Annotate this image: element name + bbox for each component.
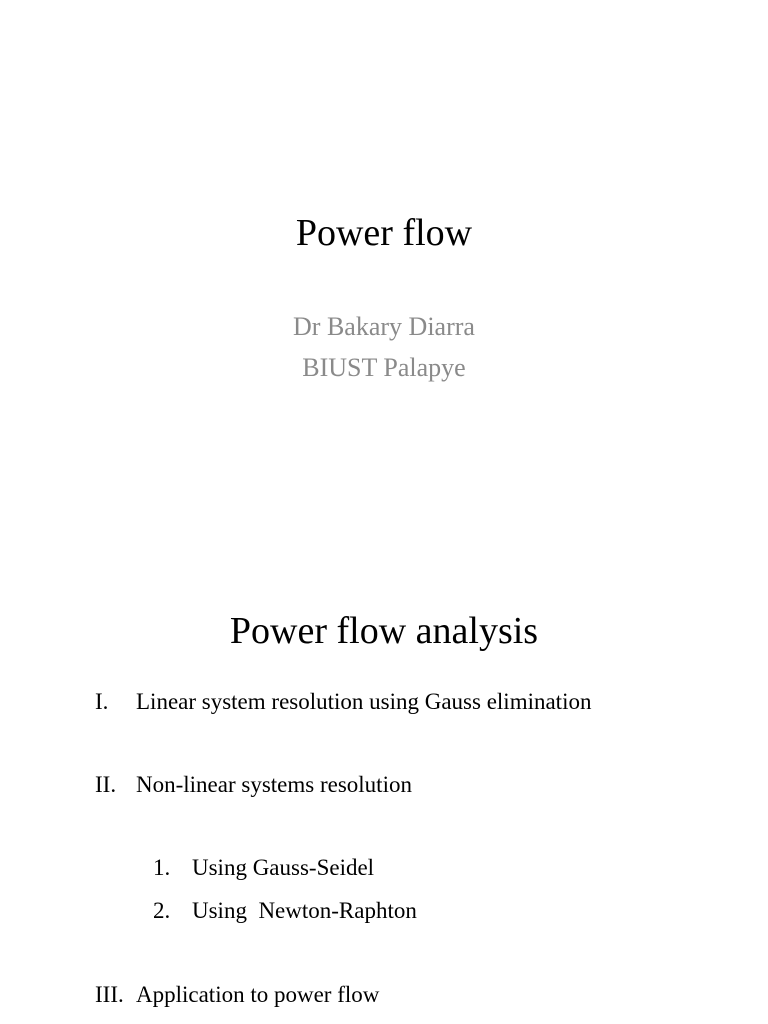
outline-subitem-newton-raphson [153, 897, 753, 925]
outline-subitem-gauss-seidel [153, 854, 753, 882]
item-number: III. [95, 982, 124, 1007]
item-text: Application to power flow [136, 982, 380, 1007]
item-number: II. [95, 772, 117, 797]
item-number: 1. [153, 855, 171, 880]
outline-item-linear [95, 688, 755, 716]
outline-item-application [95, 981, 755, 1009]
outline-item-nonlinear [95, 771, 755, 799]
item-number: 2. [153, 898, 171, 923]
item-text: Using Gauss-Seidel [192, 855, 375, 880]
author-name: Dr Bakary Diarra [293, 312, 475, 341]
item-number: I. [95, 689, 109, 714]
slide-title: Power flow [295, 212, 473, 254]
outline-slide [0, 512, 768, 1024]
institution-name: BIUST Palapye [302, 353, 466, 382]
item-text: Linear system resolution using Gauss elimination [136, 689, 592, 714]
item-text: Using Newton-Raphton [192, 898, 417, 923]
item-text: Non-linear systems resolution [136, 772, 412, 797]
outline-title: Power flow analysis [229, 610, 539, 652]
